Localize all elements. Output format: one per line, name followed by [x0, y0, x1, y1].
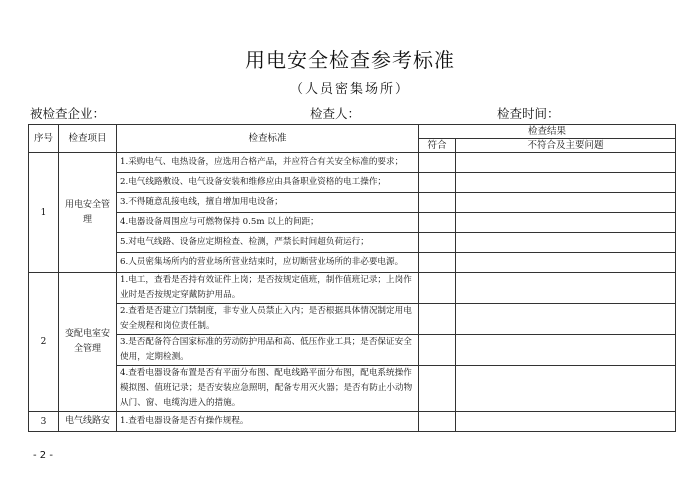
- table-row: [29, 193, 676, 213]
- header-fail: 不符合及主要问题: [456, 139, 676, 153]
- table-row: [29, 273, 676, 304]
- issue-cell[interactable]: [456, 412, 676, 432]
- criterion: 1.查看电器设备是否有操作规程。: [117, 412, 419, 432]
- inspection-item: 用电安全管理: [59, 153, 117, 273]
- pass-cell[interactable]: [419, 253, 456, 273]
- table-row: [29, 304, 676, 335]
- issue-cell[interactable]: [456, 366, 676, 412]
- pass-cell[interactable]: [419, 412, 456, 432]
- header-criteria: 检查标准: [117, 125, 419, 153]
- pass-cell[interactable]: [419, 233, 456, 253]
- table-row: [29, 366, 676, 412]
- inspector-label: 检查人：: [310, 106, 361, 121]
- issue-cell[interactable]: [456, 173, 676, 193]
- pass-cell[interactable]: [419, 213, 456, 233]
- inspection-time-label: 检查时间：: [497, 106, 560, 121]
- pass-cell[interactable]: [419, 153, 456, 173]
- issue-cell[interactable]: [456, 153, 676, 173]
- inspected-company-label: 被检查企业：: [30, 106, 106, 121]
- issue-cell[interactable]: [456, 273, 676, 304]
- row-number: 2: [29, 273, 59, 412]
- pass-cell[interactable]: [419, 335, 456, 366]
- row-number: 1: [29, 153, 59, 273]
- table-row: [29, 412, 676, 432]
- table-row: [29, 213, 676, 233]
- criterion: 6.人员密集场所内的营业场所营业结束时，应切断营业场所的非必要电源。: [117, 253, 419, 273]
- criterion: 5.对电气线路、设备应定期检查、检测，严禁长时间超负荷运行；: [117, 233, 419, 253]
- criterion: 1.电工，查看是否持有效证件上岗；是否按规定值班，制作值班记录；上岗作业时是否按规定穿戴防护用品。: [117, 273, 419, 304]
- header-no: 序号: [29, 125, 59, 153]
- issue-cell[interactable]: [456, 233, 676, 253]
- table-row: [29, 153, 676, 173]
- row-number: 3: [29, 412, 59, 432]
- document-subtitle: （人员密集场所）: [289, 82, 410, 97]
- criterion: 3.是否配备符合国家标准的劳动防护用品和高、低压作业工具；是否保证安全使用，定期检测。: [117, 335, 419, 366]
- header-item: 检查项目: [59, 125, 117, 153]
- table-row: [29, 173, 676, 193]
- issue-cell[interactable]: [456, 213, 676, 233]
- inspection-table: [28, 124, 676, 432]
- pass-cell[interactable]: [419, 173, 456, 193]
- pass-cell[interactable]: [419, 273, 456, 304]
- issue-cell[interactable]: [456, 193, 676, 213]
- table-row: [29, 233, 676, 253]
- inspection-item: 电气线路安: [59, 412, 117, 432]
- criterion: 4.电器设备周围应与可燃物保持 0.5m 以上的间距；: [117, 213, 419, 233]
- pass-cell[interactable]: [419, 304, 456, 335]
- pass-cell[interactable]: [419, 366, 456, 412]
- pass-cell[interactable]: [419, 193, 456, 213]
- document-title: 用电安全检查参考标准: [245, 48, 455, 72]
- issue-cell[interactable]: [456, 304, 676, 335]
- header-result: 检查结果: [419, 125, 676, 139]
- issue-cell[interactable]: [456, 335, 676, 366]
- issue-cell[interactable]: [456, 253, 676, 273]
- page-number: - 2 -: [33, 450, 53, 461]
- table-row: [29, 335, 676, 366]
- inspection-item: 变配电室安全管理: [59, 273, 117, 412]
- header-pass: 符合: [419, 139, 456, 153]
- criterion: 2.查看是否建立门禁制度，非专业人员禁止入内；是否根据具体情况制定用电安全规程和岗位责任制。: [117, 304, 419, 335]
- table-row: [29, 253, 676, 273]
- criterion: 2.电气线路敷设、电气设备安装和维修应由具备职业资格的电工操作；: [117, 173, 419, 193]
- criterion: 4.查看电器设备布置是否有平面分布图、配电线路平面分布图，配电系统操作模拟图、值班记录；是否安装应急照明，配备专用灭火器；是否有防止小动物从门、窗、电缆沟进入的措施。: [117, 366, 419, 412]
- criterion: 1.采购电气、电热设备，应选用合格产品，并应符合有关安全标准的要求；: [117, 153, 419, 173]
- criterion: 3.不得随意乱接电线，擅自增加用电设备；: [117, 193, 419, 213]
